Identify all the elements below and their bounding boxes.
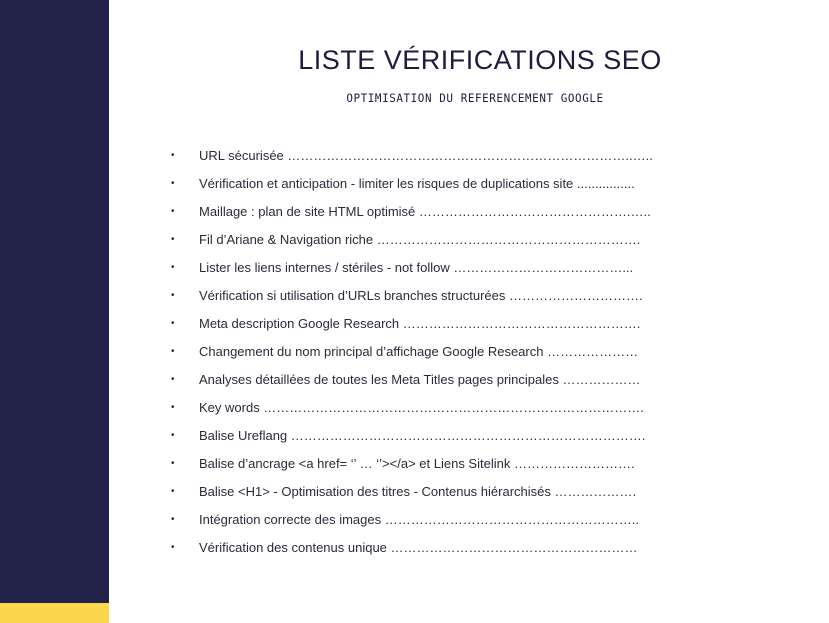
list-item [171, 313, 771, 341]
list-item [171, 341, 771, 369]
list-item-label: Vérification et anticipation - limiter les risques de duplications site ................ [199, 176, 635, 191]
sidebar-band [0, 0, 109, 623]
bullet-icon: • [171, 290, 175, 301]
sidebar-accent-bar [0, 603, 109, 623]
list-item-label: Lister les liens internes / stériles - not follow …………………………………... [199, 260, 634, 275]
bullet-icon: • [171, 458, 175, 469]
list-item [171, 425, 771, 453]
list-item-label: URL sécurisée ……………………………………………………………………..….. [199, 148, 653, 163]
list-item-label: Analyses détaillées de toutes les Meta Titles pages principales ……………… [199, 372, 641, 387]
bullet-icon: • [171, 178, 175, 189]
bullet-icon: • [171, 346, 175, 357]
list-item-label: Balise <H1> - Optimisation des titres - Contenus hiérarchisés ………………. [199, 484, 637, 499]
list-item-label: Intégration correcte des images ………………………………………………….. [199, 512, 639, 527]
bullet-icon: • [171, 374, 175, 385]
bullet-icon: • [171, 234, 175, 245]
page-title: LISTE VÉRIFICATIONS SEO [298, 45, 662, 75]
list-item [171, 285, 771, 313]
list-item [171, 481, 771, 509]
bullet-icon: • [171, 262, 175, 273]
bullet-icon: • [171, 486, 175, 497]
bullet-icon: • [171, 318, 175, 329]
bullet-icon: • [171, 206, 175, 217]
bullet-icon: • [171, 150, 175, 161]
list-item-label: Balise Ureflang ………………………………………………………………………. [199, 428, 646, 443]
list-item [171, 201, 771, 229]
bullet-icon: • [171, 402, 175, 413]
list-item [171, 145, 771, 173]
list-item [171, 229, 771, 257]
list-item [171, 509, 771, 537]
list-item [171, 173, 771, 201]
list-item [171, 453, 771, 481]
bullet-icon: • [171, 514, 175, 525]
seo-checklist [171, 145, 771, 565]
list-item [171, 369, 771, 397]
page-subtitle: OPTIMISATION DU REFERENCEMENT GOOGLE [346, 91, 604, 105]
list-item-label: Maillage : plan de site HTML optimisé ………………………………………….….. [199, 204, 651, 219]
list-item-label: Key words ……………………………………………………………………………. [199, 400, 644, 415]
list-item-label: Vérification des contenus unique ………………………………………………… [199, 540, 638, 555]
list-item-label: Balise d’ancrage <a href= ‘’ … ‘’></a> et Liens Sitelink ………………………. [199, 456, 635, 471]
list-item-label: Fil d’Ariane & Navigation riche ……………………………………………………. [199, 232, 641, 247]
bullet-icon: • [171, 430, 175, 441]
list-item-label: Meta description Google Research ………………………………………………. [199, 316, 641, 331]
list-item-label: Changement du nom principal d’affichage Google Research ………………… [199, 344, 639, 359]
list-item [171, 537, 771, 565]
list-item-label: Vérification si utilisation d’URLs branches structurées …………………………. [199, 288, 643, 303]
bullet-icon: • [171, 542, 175, 553]
list-item [171, 397, 771, 425]
list-item [171, 257, 771, 285]
